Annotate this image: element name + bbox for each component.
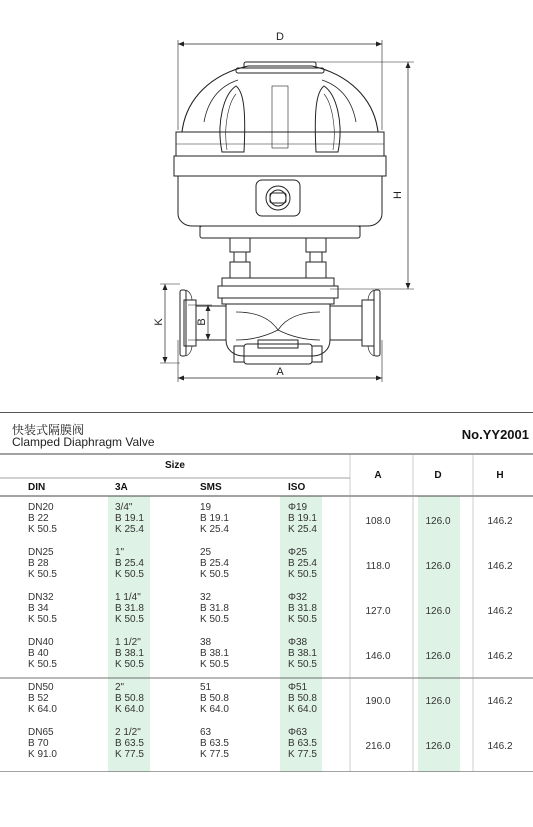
cell-a3: K 64.0 xyxy=(115,704,144,715)
cell-sms: B 19.1 xyxy=(200,513,229,524)
cell-iso: Φ19 xyxy=(288,502,308,513)
cell-a3: K 77.5 xyxy=(115,749,144,760)
cell-d: 126.0 xyxy=(425,606,451,617)
cell-h: 146.2 xyxy=(487,696,513,707)
cell-a3: 2" xyxy=(115,682,125,693)
cell-sms: B 50.8 xyxy=(200,693,229,704)
cell-iso: K 50.5 xyxy=(288,659,317,670)
cell-din: B 70 xyxy=(28,738,49,749)
cell-d: 126.0 xyxy=(425,561,451,572)
cell-a3: K 50.5 xyxy=(115,569,144,580)
cell-a3: B 63.5 xyxy=(115,738,144,749)
cell-sms: K 50.5 xyxy=(200,659,229,670)
cell-din: DN32 xyxy=(28,592,54,603)
cell-iso: Φ38 xyxy=(288,637,308,648)
cell-a: 146.0 xyxy=(365,651,391,662)
cell-din: DN40 xyxy=(28,637,54,648)
spec-table xyxy=(0,452,533,772)
dim-label-d: D xyxy=(276,31,284,43)
cell-din: DN50 xyxy=(28,682,54,693)
cell-din: B 34 xyxy=(28,603,49,614)
cell-sms: 19 xyxy=(200,502,212,513)
cell-din: K 50.5 xyxy=(28,569,57,580)
cell-sms: K 50.5 xyxy=(200,569,229,580)
cell-d: 126.0 xyxy=(425,516,451,527)
cell-iso: B 50.8 xyxy=(288,693,317,704)
cell-a3: 3/4" xyxy=(115,502,133,513)
cell-iso: B 25.4 xyxy=(288,558,317,569)
cell-a3: 2 1/2" xyxy=(115,727,141,738)
dim-label-a: A xyxy=(276,366,284,378)
cell-a3: K 50.5 xyxy=(115,659,144,670)
cell-iso: K 25.4 xyxy=(288,524,317,535)
cell-iso: B 38.1 xyxy=(288,648,317,659)
cell-a3: B 38.1 xyxy=(115,648,144,659)
cell-a: 118.0 xyxy=(365,561,391,572)
cell-din: B 52 xyxy=(28,693,49,704)
cell-din: B 22 xyxy=(28,513,49,524)
cell-h: 146.2 xyxy=(487,561,513,572)
col-header-din: DIN xyxy=(28,482,46,493)
cell-a3: 1 1/4" xyxy=(115,592,141,603)
cell-a3: B 31.8 xyxy=(115,603,144,614)
valve-technical-drawing xyxy=(0,0,533,395)
cell-h: 146.2 xyxy=(487,516,513,527)
cell-iso: K 50.5 xyxy=(288,569,317,580)
cell-sms: B 31.8 xyxy=(200,603,229,614)
col-header-iso: ISO xyxy=(288,482,306,493)
product-name-en: Clamped Diaphragm Valve xyxy=(12,435,155,449)
cell-a: 190.0 xyxy=(365,696,391,707)
cell-din: K 50.5 xyxy=(28,614,57,625)
cell-a: 216.0 xyxy=(365,741,391,752)
cell-iso: Φ32 xyxy=(288,592,308,603)
cell-a3: K 25.4 xyxy=(115,524,144,535)
cell-iso: Φ51 xyxy=(288,682,308,693)
cell-a: 108.0 xyxy=(365,516,391,527)
cell-a3: B 19.1 xyxy=(115,513,144,524)
model-number: No.YY2001 xyxy=(461,427,529,442)
col-header-a: A xyxy=(374,470,382,481)
cell-iso: Φ63 xyxy=(288,727,308,738)
cell-iso: B 31.8 xyxy=(288,603,317,614)
cell-iso: B 19.1 xyxy=(288,513,317,524)
col-header-sms: SMS xyxy=(200,482,222,493)
cell-iso: Φ25 xyxy=(288,547,308,558)
cell-h: 146.2 xyxy=(487,651,513,662)
cell-d: 126.0 xyxy=(425,651,451,662)
dim-label-h: H xyxy=(392,191,404,199)
col-header-d: D xyxy=(434,470,442,481)
cell-iso: K 50.5 xyxy=(288,614,317,625)
cell-d: 126.0 xyxy=(425,696,451,707)
cell-din: K 64.0 xyxy=(28,704,57,715)
cell-h: 146.2 xyxy=(487,741,513,752)
cell-a3: B 50.8 xyxy=(115,693,144,704)
cell-sms: 32 xyxy=(200,592,212,603)
cell-sms: B 25.4 xyxy=(200,558,229,569)
cell-din: K 50.5 xyxy=(28,659,57,670)
cell-a3: 1 1/2" xyxy=(115,637,141,648)
product-name-cn: 快装式隔膜阀 xyxy=(12,423,85,437)
col-header-h: H xyxy=(496,470,504,481)
cell-a3: B 25.4 xyxy=(115,558,144,569)
product-title-block xyxy=(0,412,533,451)
cell-iso: B 63.5 xyxy=(288,738,317,749)
cell-h: 146.2 xyxy=(487,606,513,617)
cell-din: B 40 xyxy=(28,648,49,659)
cell-a3: K 50.5 xyxy=(115,614,144,625)
cell-sms: 25 xyxy=(200,547,212,558)
cell-din: B 28 xyxy=(28,558,49,569)
cell-din: K 50.5 xyxy=(28,524,57,535)
cell-sms: K 77.5 xyxy=(200,749,229,760)
dim-label-b: B xyxy=(196,318,208,326)
cell-din: K 91.0 xyxy=(28,749,57,760)
cell-sms: B 63.5 xyxy=(200,738,229,749)
cell-sms: 63 xyxy=(200,727,212,738)
cell-sms: K 25.4 xyxy=(200,524,229,535)
cell-din: DN65 xyxy=(28,727,54,738)
cell-a: 127.0 xyxy=(365,606,391,617)
dim-label-k: K xyxy=(153,318,165,326)
cell-sms: K 64.0 xyxy=(200,704,229,715)
size-group-header: Size xyxy=(164,460,186,471)
cell-sms: 38 xyxy=(200,637,212,648)
cell-sms: 51 xyxy=(200,682,212,693)
cell-a3: 1" xyxy=(115,547,125,558)
cell-din: DN25 xyxy=(28,547,54,558)
cell-iso: K 64.0 xyxy=(288,704,317,715)
cell-d: 126.0 xyxy=(425,741,451,752)
cell-sms: K 50.5 xyxy=(200,614,229,625)
col-header-3a: 3A xyxy=(115,482,128,493)
cell-sms: B 38.1 xyxy=(200,648,229,659)
cell-din: DN20 xyxy=(28,502,54,513)
cell-iso: K 77.5 xyxy=(288,749,317,760)
